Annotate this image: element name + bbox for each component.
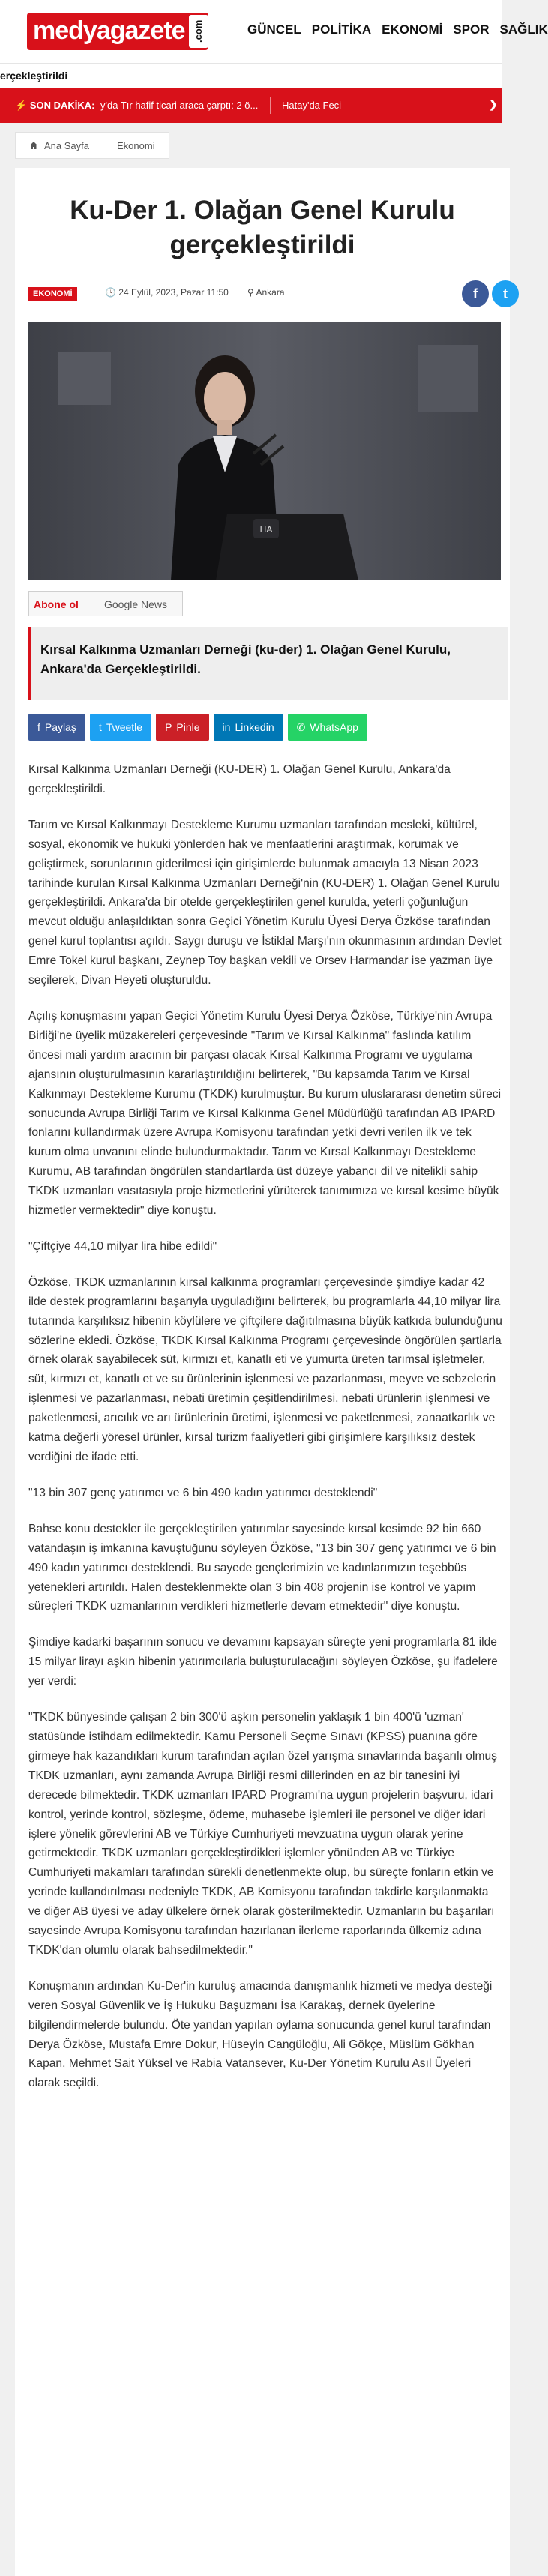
twitter-icon: t [98, 721, 102, 733]
breadcrumb-section[interactable] [103, 133, 169, 158]
main-nav [247, 22, 548, 37]
google-news-follow[interactable] [28, 591, 183, 616]
breadcrumb [15, 132, 169, 159]
pinterest-icon: P [165, 721, 172, 733]
nav-item-saglik[interactable]: SAĞLIK [499, 22, 548, 37]
location-pin-icon: ⚲ [247, 287, 256, 298]
article-card [15, 168, 510, 2576]
google-news-logo: Google News [104, 598, 168, 610]
nav-item-ekonomi[interactable]: EKONOMİ [382, 22, 443, 37]
bolt-icon: ⚡ [15, 100, 30, 111]
nav-item-spor[interactable]: SPOR [453, 22, 490, 37]
twitter-icon[interactable]: t [492, 280, 519, 307]
breadcrumb-home-label: Ana Sayfa [44, 139, 89, 151]
breadcrumb-home[interactable] [16, 133, 103, 158]
breadcrumb-section-label: Ekonomi [117, 139, 155, 151]
nav-item-politika[interactable]: POLİTİKA [311, 22, 372, 37]
page-title-fragment: erçekleştirildi [0, 70, 68, 82]
nav-item-guncel[interactable]: GÜNCEL [247, 22, 301, 37]
share-linkedin-button[interactable]: in Linkedin [214, 714, 283, 741]
speaker-photo [28, 322, 501, 580]
share-facebook-button[interactable]: f Paylaş [28, 714, 85, 741]
article-paragraph: Tarım ve Kırsal Kalkınmayı Destekleme Kurumu uzmanları tarafından mesleki, kültürel, sosyal, ekonomik ve hukuki yönlerden hak ve menfaatlerini araştırmak, korumak ve geliştirmek, sorunlarının giderilmesi için girişimlerde bulunmak amacıyla 13 Nisan 2023 tarihinde kurulan Kırsal Kalkınma Uzmanları Derneği'nin (KU-DER) 1. Olağan Genel Kurulu gerçekleştirildi. Ankara'da bir otelde gerçekleştirilen genel kurulda, yeterli çoğunluğun mevcut olduğu anlaşıldıktan sonra Geçici Yönetim Kurulu Üyesi Derya Özköse tarafından genel kurul toplantısı açıldı. Saygı duruşu ve İstiklal Marşı'nın okunmasının ardından Devlet Emre Tokel kurul başkanı, Zeynep Toy başkan vekili ve Orsev Harmandar ise yazman üye seçilerek, Divan Heyeti oluşturuldu. [28, 818, 502, 987]
article-paragraph: Kırsal Kalkınma Uzmanları Derneği (KU-DER) 1. Olağan Genel Kurulu, Ankara'da gerçekleştirildi. [28, 763, 451, 795]
svg-text:HA: HA [259, 524, 273, 535]
facebook-icon: f [37, 721, 40, 733]
share-whatsapp-button[interactable]: ✆ WhatsApp [288, 714, 367, 741]
share-buttons [28, 714, 367, 741]
category-badge[interactable]: EKONOMİ [28, 287, 77, 301]
clock-icon: 🕓 [105, 287, 119, 298]
article-paragraph: Açılış konuşmasını yapan Geçici Yönetim Kurulu Üyesi Derya Özköse, Türkiye'nin Avrupa Birliği'ne üyelik müzakereleri çerçevesinde "Tarım ve Kırsal Kalkınma" faslında katılım öncesi mali yardım aracının bir parçası olacak Kırsal Kalkınma Programı ve uygulama ajansının oluşturulmasının kararlaştırıldığını belirterek, "Bu kapsamda Tarım ve Kırsal Kalkınmayı Destekleme Kurumu (TKDK) kurulmuştur. Bu kurum uluslararası denetim süreci sonucunda Avrupa Birliği Tarım ve Kırsal Kalkınma Genel Müdürlüğü tarafından AB IPARD fonlarını kullandırmak üzere Avrupa Komisyonu tarafından yetki devri verilen ilk ve tek kurum olma unvanını elinde bulundurmaktadır. Tarım ve Kırsal Kalkınmayı Destekleme Kurumu, AB tarafından öngörülen standartlarda üst düzeye yabancı dil ve nitelikli sahip TKDK uzmanları vasıtasıyla proje hizmetlerini yürüterek tanımımıza ve kırsal kesime büyük hizmetler vermektedir" diye konuştu. [28, 1009, 502, 1218]
article-photo [28, 322, 501, 580]
article-summary: Kırsal Kalkınma Uzmanları Derneği (ku-der) 1. Olağan Genel Kurulu, Ankara'da Gerçekleştirildi. [28, 627, 508, 700]
linkedin-icon: in [222, 721, 231, 733]
site-logo-text[interactable]: medyagazete [33, 16, 185, 45]
breaking-news-item[interactable]: y'da Tır hafif ticari araca çarptı: 2 ö... [100, 100, 259, 111]
whatsapp-icon: ✆ [296, 720, 306, 733]
share-twitter-button[interactable]: t Tweetle [90, 714, 151, 741]
site-logo-suffix[interactable]: .com [189, 15, 208, 48]
share-pinterest-button[interactable]: P Pinle [156, 714, 208, 741]
article-paragraph: Özköse, TKDK uzmanlarının kırsal kalkınma programları çerçevesinde şimdiye kadar 42 ilde destek programlarını başarıyla uyguladığını belirterek, bu programlarla 44,10 milyar lira tutarında karşılıksız hibenin köylülere ve çiftçilere dağıtılmasına büyük katkıda bulunduğunu sözlerine ekledi. Özköse, TKDK Kırsal Kalkınma Programı çerçevesinde öngörülen şartlarla örnek olarak sayabilecek süt, kırmızı et, kanatlı eti ve yumurta üreten tarımsal işletmeler, süt, kırmızı et, kanatlı et ve su ürünlerinin işlenmesi ve pazarlanması, meyve ve sebzelerin işlenmesi ve pazarlanması, nebati üretimin çeşitlendirilmesi, nebati ürünlerin işlenmesi ve paketlenmesi, arıcılık ve arı ürünlerinin üretimi, işlenmesi ve paketlenmesi, zanaatkarlık ve katma değerli yöresel ürünler, kırsal turizm faaliyetleri gibi girişimlere karşılıksız destek verdiğini de ifade etti. [28, 1275, 502, 1463]
breaking-news-bar [0, 88, 502, 123]
breaking-divider [270, 97, 271, 114]
page-title-bar [0, 63, 502, 88]
google-news-follow-label: Abone ol [34, 598, 79, 610]
article-subheading: "Çiftçiye 44,10 milyar lira hibe edildi" [28, 1239, 217, 1253]
article-city: ⚲ Ankara [247, 287, 285, 298]
article-subheading: "13 bin 307 genç yatırımcı ve 6 bin 490 kadın yatırımcı desteklendi" [28, 1486, 378, 1499]
article-date: 🕓 24 Eylül, 2023, Pazar 11:50 [105, 287, 229, 298]
article-paragraph: Bahse konu destekler ile gerçekleştirilen yatırımlar sayesinde kırsal kesimde 92 bin 660 vatandaşın iş imkanına kavuştuğunu söyleyen Özköse, "13 bin 307 genç yatırımcı ve 6 bin 490 kadın yatırımcı desteklendi. Bu sayede gençlerimizin ve kadınlarımızın teşebbüs yetenekleri artırıldı. Halen desteklenmekte olan 3 bin 408 projenin ise kontrol ve yapım süreçleri TKDK uzmanlarının verdikleri hizmetlerle devam etmektedir" diye konuştu. [28, 1522, 496, 1613]
article-body [28, 760, 502, 2110]
site-header [0, 0, 548, 63]
article-meta [28, 280, 508, 310]
article-paragraph: Konuşmanın ardından Ku-Der'in kuruluş amacında danışmanlık hizmeti ve medya desteği veren Sosyal Güvenlik ve İş Hukuku Başuzmanı İsa Karakaş, dernek üyelerine bilgilendirmelerde bulundu. Öte yandan yapılan oylama sonucunda genel kurul tarafından Derya Özköse, Mustafa Emre Dokur, Hüseyin Cangüloğlu, Ali Gökçe, Müslüm Gökhan Kapan, Mehmet Sait Yüksel ve Rabia Vatansever, Ku-Der Yönetim Kurulu Asıl Üyeleri olarak seçildi. [28, 1979, 493, 2090]
article-quote: "TKDK bünyesinde çalışan 2 bin 300'ü aşkın personelin yaklaşık 1 bin 400'ü 'uzman' statüsünde istihdam edilmektedir. Kamu Personeli Seçme Sınavı (KPSS) puanına göre girmeye hak kazandıkları kurum tarafından açılan özel yarışma sınavlarında başarılı olmuş TKDK uzmanları, aynı zamanda Avrupa Birliği resmi dillerinden en az bir tanesini iyi derecede bilmektedir. TKDK uzmanları IPARD Programı'na uygun projelerin başvuru, idari kontrol, yerinde kontrol, sözleşme, ödeme, muhasebe işlemleri ile personel ve diğer idari işlere yönelik görevlerini AB ve Türkiye Cumhuriyeti mevzuatına uygun olarak yerine getirmektedir. TKDK uzmanları gerçekleştirdikleri işlemler yönünden AB ve Türkiye Cumhuriyeti makamları tarafından sürekli denetlenmekte olup, bu süreçte fonların etkin ve yerinde kullandırılması nedeniyle TKDK, AB Komisyonu tarafından takdirle karşılanmakta ve diğer AB üyesi ve aday ülkelere örnek olarak gösterilmektedir. Uzmanların bu başarıları sayesinde Avrupa Komisyonu tarafından hazırlanan ilerleme raporlarında ülkemiz adına TKDK'dan olumlu olarak bahsedilmektedir." [28, 1711, 497, 1957]
home-icon [29, 141, 38, 150]
breaking-news-item[interactable]: Hatay'da Feci [282, 100, 342, 111]
breaking-news-label: ⚡ SON DAKİKA: [15, 100, 95, 111]
facebook-icon[interactable]: f [462, 280, 489, 307]
article-paragraph: Şimdiye kadarki başarının sonucu ve devamını kapsayan süreçte yeni programlarla 81 ilde 15 milyar lirayı aşkın hibenin yatırımcılarla buluşturulacağını söyleyen Özköse, şu ifadelere yer verdi: [28, 1636, 498, 1688]
chevron-right-icon[interactable]: ❯ [489, 98, 498, 110]
article-title: Ku-Der 1. Olağan Genel Kurulu gerçekleştirildi [70, 196, 455, 259]
